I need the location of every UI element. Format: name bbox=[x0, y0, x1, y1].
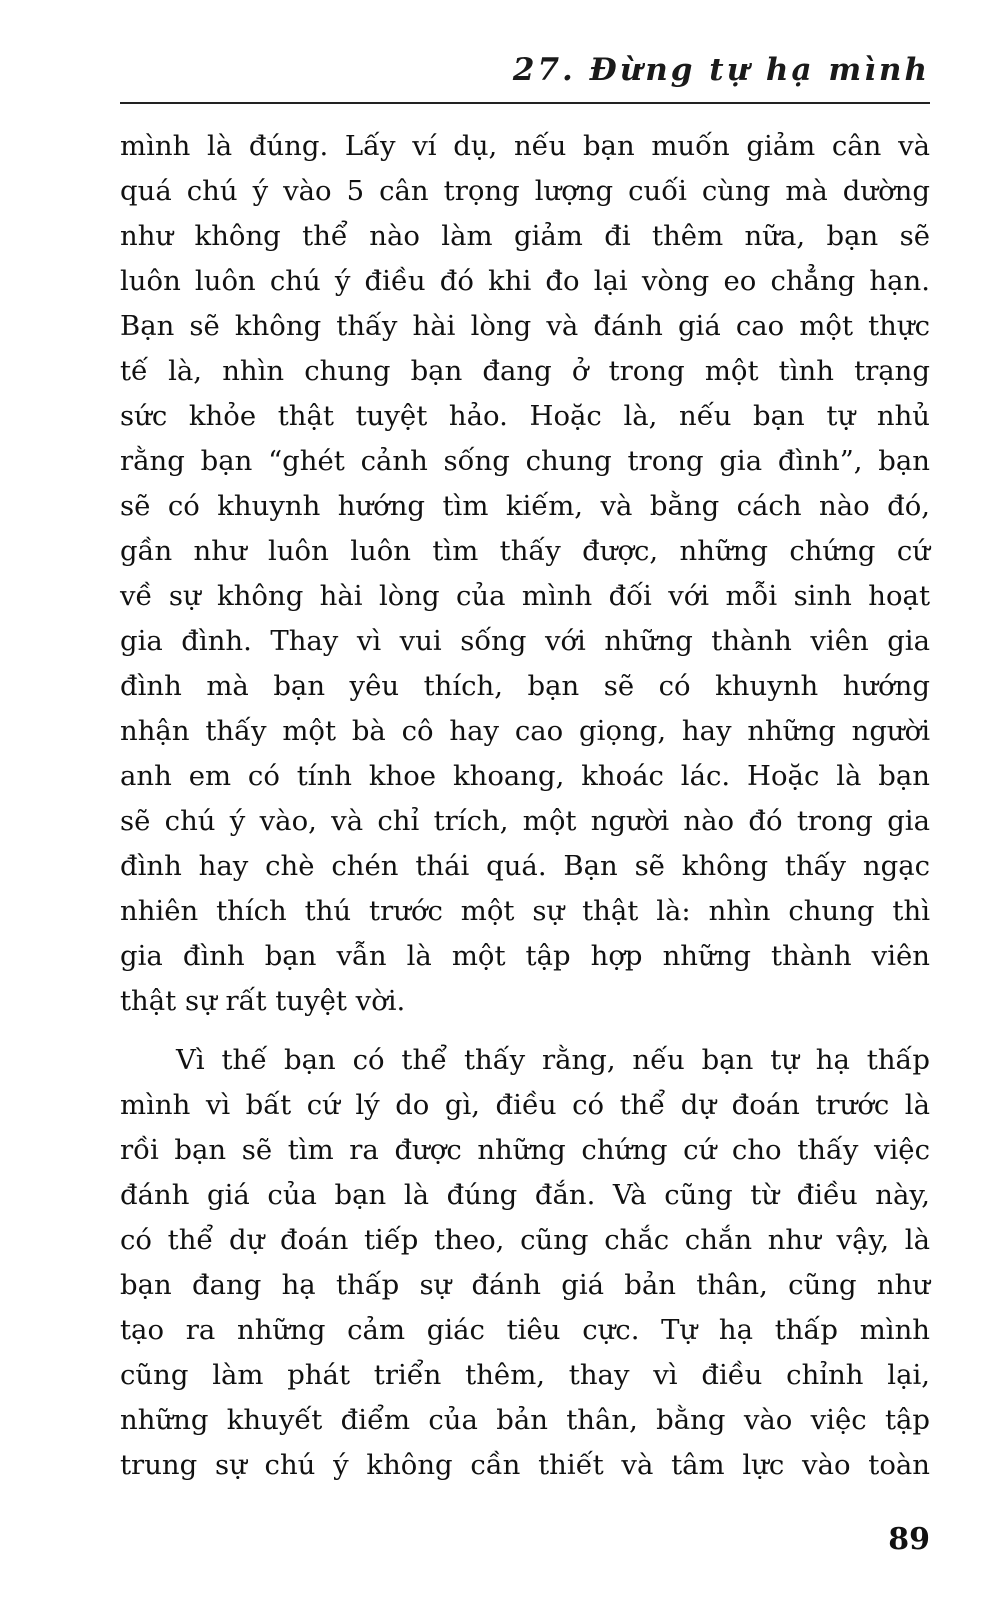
text-line: những khuyết điểm của bản thân, bằng vào việc tập bbox=[120, 1404, 930, 1436]
text-line: gần như luôn luôn tìm thấy được, những chứng cứ bbox=[120, 535, 930, 567]
text-line: anh em có tính khoe khoang, khoác lác. Hoặc là bạn bbox=[120, 760, 930, 792]
text-line: nhận thấy một bà cô hay cao giọng, hay những người bbox=[120, 715, 930, 747]
text-line: quá chú ý vào 5 cân trọng lượng cuối cùng mà dường bbox=[120, 175, 930, 207]
page-number: 89 bbox=[888, 1522, 930, 1557]
text-line: sẽ chú ý vào, và chỉ trích, một người nào đó trong gia bbox=[120, 805, 930, 837]
running-header-title: 27. Đừng tự hạ mình bbox=[512, 52, 930, 88]
text-line: đánh giá của bạn là đúng đắn. Và cũng từ điều này, bbox=[120, 1179, 930, 1211]
text-line: sức khỏe thật tuyệt hảo. Hoặc là, nếu bạn tự nhủ bbox=[120, 400, 930, 432]
paragraph-gap bbox=[120, 1024, 930, 1038]
text-line: gia đình bạn vẫn là một tập hợp những thành viên bbox=[120, 940, 930, 972]
text-line: có thể dự đoán tiếp theo, cũng chắc chắn như vậy, là bbox=[120, 1224, 930, 1256]
body-text bbox=[120, 124, 930, 1488]
text-line: bạn đang hạ thấp sự đánh giá bản thân, cũng như bbox=[120, 1269, 930, 1301]
text-line: về sự không hài lòng của mình đối với mỗi sinh hoạt bbox=[120, 580, 930, 612]
text-line: trung sự chú ý không cần thiết và tâm lực vào toàn bbox=[120, 1449, 930, 1481]
text-line: sẽ có khuynh hướng tìm kiếm, và bằng cách nào đó, bbox=[120, 490, 930, 522]
text-line: tế là, nhìn chung bạn đang ở trong một tình trạng bbox=[120, 355, 930, 387]
text-line: mình vì bất cứ lý do gì, điều có thể dự đoán trước là bbox=[120, 1089, 930, 1121]
text-line: đình mà bạn yêu thích, bạn sẽ có khuynh hướng bbox=[120, 670, 930, 702]
text-line: đình hay chè chén thái quá. Bạn sẽ không thấy ngạc bbox=[120, 850, 930, 882]
text-line: như không thể nào làm giảm đi thêm nữa, bạn sẽ bbox=[120, 220, 930, 252]
paragraph-1 bbox=[120, 124, 930, 1024]
text-line: luôn luôn chú ý điều đó khi đo lại vòng eo chẳng hạn. bbox=[120, 265, 930, 297]
text-line: gia đình. Thay vì vui sống với những thành viên gia bbox=[120, 625, 930, 657]
text-line: cũng làm phát triển thêm, thay vì điều chỉnh lại, bbox=[120, 1359, 930, 1391]
text-line: thật sự rất tuyệt vời. bbox=[120, 985, 406, 1017]
paragraph-2 bbox=[120, 1038, 930, 1488]
text-line: rằng bạn “ghét cảnh sống chung trong gia đình”, bạn bbox=[120, 445, 930, 477]
text-line: rồi bạn sẽ tìm ra được những chứng cứ cho thấy việc bbox=[120, 1134, 930, 1166]
text-line: mình là đúng. Lấy ví dụ, nếu bạn muốn giảm cân và bbox=[120, 130, 930, 162]
text-line: nhiên thích thú trước một sự thật là: nhìn chung thì bbox=[120, 895, 930, 927]
text-line: Bạn sẽ không thấy hài lòng và đánh giá cao một thực bbox=[120, 310, 930, 342]
text-line: tạo ra những cảm giác tiêu cực. Tự hạ thấp mình bbox=[120, 1314, 930, 1346]
text-line: Vì thế bạn có thể thấy rằng, nếu bạn tự hạ thấp bbox=[176, 1044, 930, 1076]
header-divider bbox=[120, 102, 930, 104]
